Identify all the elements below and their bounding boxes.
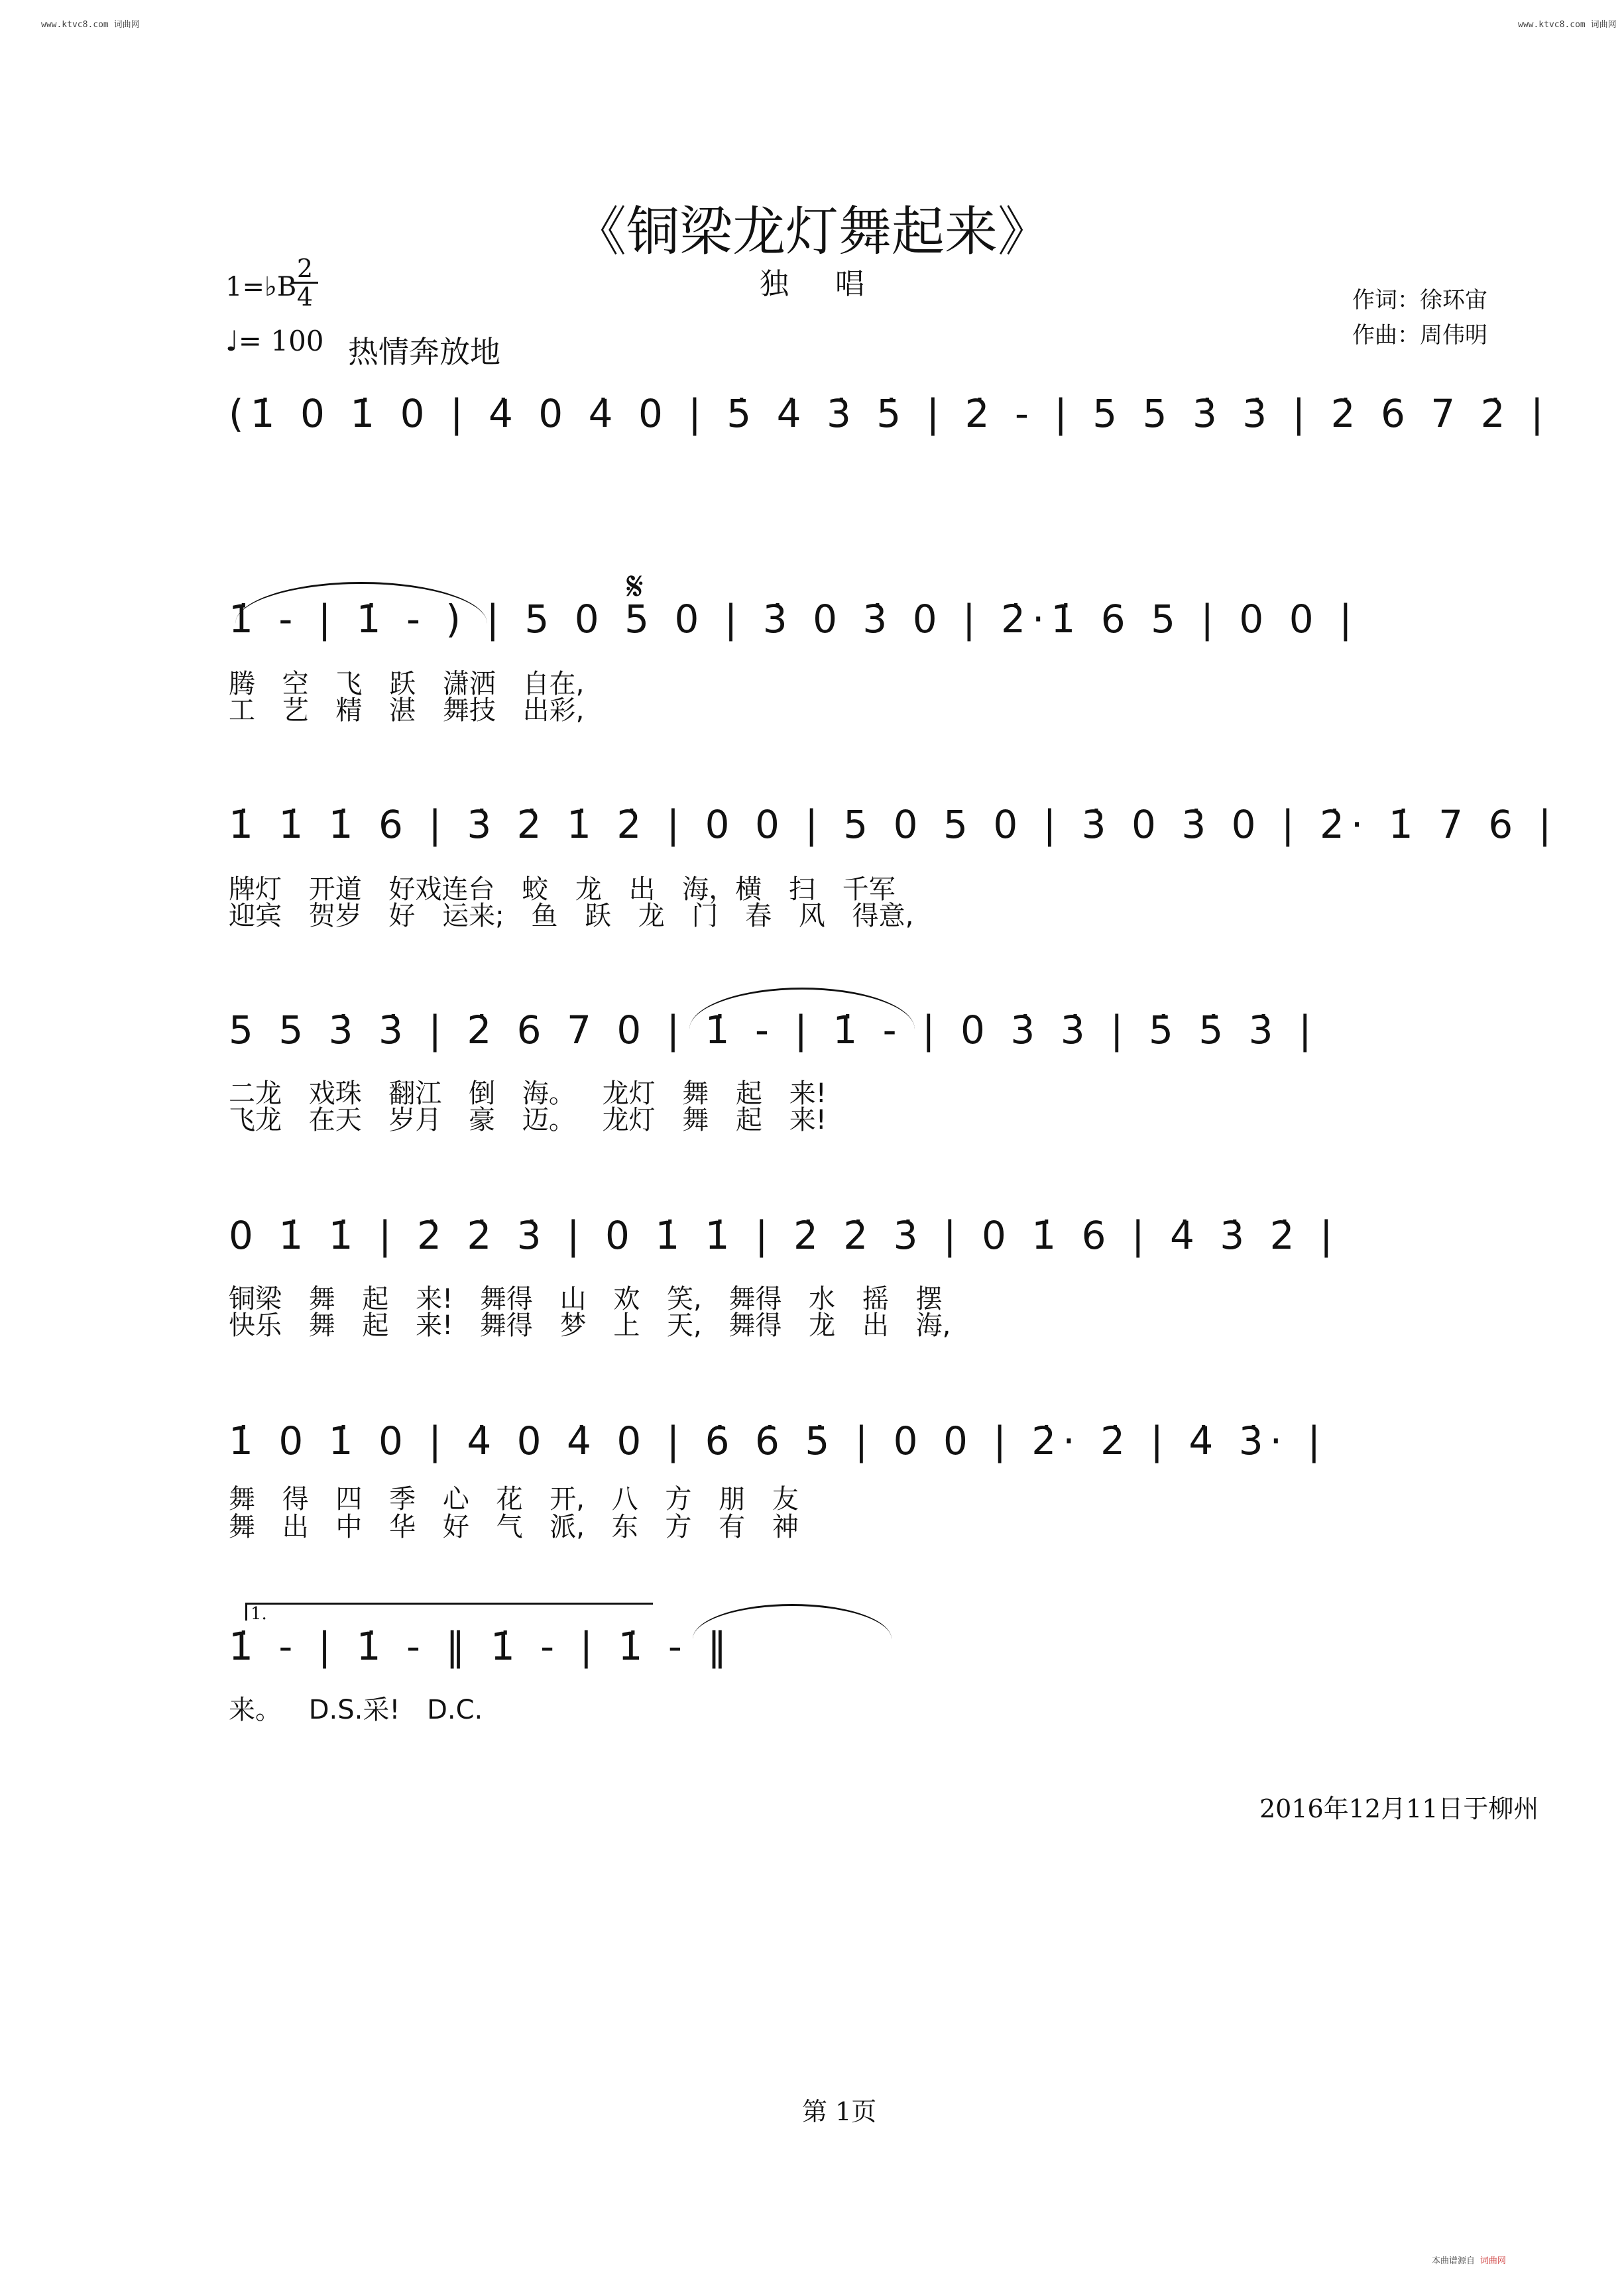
notation-line: 1̇ 0 1̇ 0 | 4̇ 0 4̇ 0 | 6̇ 6̇ 5̇ | 0 0 | 2̇· 2̇ | 4̇ 3̇· | <box>229 1418 1328 1463</box>
notation-line: (1̇ 0 1̇ 0 | 4̇ 0 4̇ 0 | 5̇ 4̇ 3̇ 5̇ | 2̇ - | 5 5 3̇ 3̇ | 2̇ 6 7 2̇ | <box>229 391 1550 436</box>
lyric-verse-2: 舞 出 中 华 好 气 派, 东 方 有 神 <box>229 1512 799 1542</box>
score-subtitle: 独唱 <box>760 267 911 301</box>
notation-line: 1̇ 1̇ 1̇ 6 | 3̇ 2̇ 1̇ 2̇ | 0 0 | 5 0 5 0 | 3̇ 0 3̇ 0 | 2̇· 1̇ 7 6 | <box>229 802 1558 847</box>
time-signature <box>292 255 318 310</box>
slur-tie <box>235 582 487 624</box>
notation-line: 0 1̇ 1̇ | 2̇ 2̇ 3̇ | 0 1̇ 1̇ | 2̇ 2̇ 3̇ | 0 1̇ 6 | 4̇ 3̇ 2̇ | <box>229 1213 1340 1258</box>
lyric-verse-2: 飞龙 在天 岁月 豪 迈。 龙灯 舞 起 来! <box>229 1105 827 1135</box>
volta-label: 1. <box>251 1604 267 1624</box>
mood-marking: 热情奔放地 <box>348 334 500 370</box>
volta-bracket <box>245 1603 653 1621</box>
lyric-verse-1: 铜梁 舞 起 来! 舞得 山 欢 笑, 舞得 水 摇 摆 <box>229 1284 943 1314</box>
watermark-bottom <box>1432 2253 1506 2266</box>
lyricist-credit: 作词：徐环宙 <box>1352 287 1487 314</box>
time-sig-top: 2 <box>296 254 314 283</box>
notation-line: 5 5 3̇ 3̇ | 2̇ 6 7 0 | 1̇ - | 1̇ - | 0 3̇ 3̇ | 5̇ 5̇ 3̇ | <box>229 1007 1318 1053</box>
slur-tie <box>689 988 915 1029</box>
score-title: 《铜梁龙灯舞起来》 <box>573 201 1051 262</box>
watermark-bottom-text: 本曲谱源自 <box>1432 2256 1476 2266</box>
watermark-left: www.ktvc8.com 词曲网 <box>41 20 140 30</box>
notation-line: 1̇ - | 1̇ - ‖ 1̇ - | 1̇ - ‖ <box>229 1624 734 1669</box>
lyric-verse-2: 快乐 舞 起 来! 舞得 梦 上 天, 舞得 龙 出 海, <box>229 1310 951 1341</box>
lyric-verse-1: 腾 空 飞 跃 潇洒 自在, <box>229 669 585 699</box>
composition-date: 2016年12月11日于柳州 <box>1259 1794 1539 1823</box>
page-number: 第 1页 <box>802 2097 877 2126</box>
composer-credit: 作曲：周伟明 <box>1352 322 1487 349</box>
lyric-verse-1: 来。 D.S.采! D.C. <box>229 1695 483 1725</box>
tempo-marking: ♩= 100 <box>225 325 324 357</box>
lyric-verse-1: 二龙 戏珠 翻江 倒 海。 龙灯 舞 起 来! <box>229 1078 827 1109</box>
watermark-right: www.ktvc8.com 词曲网 <box>1518 20 1617 30</box>
lyric-verse-1: 舞 得 四 季 心 花 开, 八 方 朋 友 <box>229 1484 799 1514</box>
lyric-verse-2: 迎宾 贺岁 好 运来; 鱼 跃 龙 门 春 风 得意, <box>229 901 914 931</box>
key-signature: 1=♭B <box>225 272 297 302</box>
segno-icon: 𝄋 <box>626 563 644 610</box>
lyric-verse-1: 牌灯 开道 好戏连台 蛟 龙 出 海，横 扫 千军 <box>229 874 896 905</box>
lyric-verse-2: 工 艺 精 湛 舞技 出彩, <box>229 695 585 726</box>
notation-line: 1̇ - | 1̇ - ) | 5 0 5 0 | 3̇ 0 3̇ 0 | 2̇·1̇ 6 5 | 0 0 | <box>229 597 1359 642</box>
watermark-bottom-brand: 词曲网 <box>1479 2256 1506 2266</box>
slur-tie <box>693 1604 892 1639</box>
time-sig-bottom: 4 <box>292 282 318 310</box>
